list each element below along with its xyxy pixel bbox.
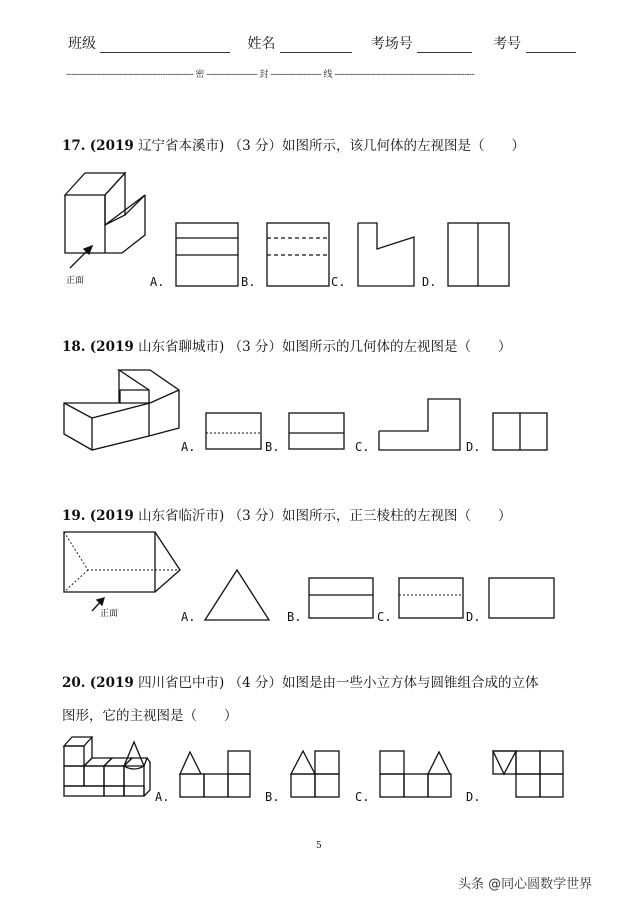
question-source: 山东省临沂市) xyxy=(138,508,225,524)
option-b-figure[interactable] xyxy=(308,577,376,622)
number-label: 考号 xyxy=(493,36,522,52)
name-label: 姓名 xyxy=(247,36,276,52)
question-number: 20. xyxy=(62,675,86,691)
option-b-figure[interactable] xyxy=(288,412,346,452)
option-a-figure[interactable] xyxy=(178,750,253,800)
question-number: 18. xyxy=(62,339,86,355)
front-arrow-icon xyxy=(68,240,98,270)
q19-prism-figure xyxy=(60,530,185,605)
watermark: 头条 @同心圆数学世界 xyxy=(458,877,593,892)
front-label: 正面 xyxy=(66,276,85,286)
option-c[interactable]: C. xyxy=(331,275,346,289)
question-19 xyxy=(62,504,512,524)
question-year: (2019 xyxy=(89,675,134,691)
question-text: 如图所示的几何体的左视图是（ ） xyxy=(282,339,512,355)
option-a-figure[interactable] xyxy=(203,568,273,623)
option-d[interactable]: D. xyxy=(466,610,481,624)
question-source: 山东省聊城市) xyxy=(138,339,225,355)
question-text: 如图所示，该几何体的左视图是（ ） xyxy=(282,138,526,154)
question-20 xyxy=(62,671,539,691)
question-source: 四川省巴中市) xyxy=(138,675,225,691)
option-c[interactable]: C. xyxy=(355,440,370,454)
option-a[interactable]: A. xyxy=(181,610,196,624)
question-score: （3 分） xyxy=(228,508,283,524)
exam-header xyxy=(68,33,576,53)
question-score: （3 分） xyxy=(228,138,283,154)
option-c[interactable]: C. xyxy=(355,790,370,804)
option-b[interactable]: B. xyxy=(265,790,280,804)
question-year: (2019 xyxy=(89,339,134,355)
question-20-line-2: 图形，它的主视图是（ ） xyxy=(62,708,238,724)
question-year: (2019 xyxy=(89,138,134,154)
option-d-figure[interactable] xyxy=(492,750,567,800)
option-d[interactable]: D. xyxy=(466,790,481,804)
option-c[interactable]: C. xyxy=(377,610,392,624)
option-a[interactable]: A. xyxy=(150,275,165,289)
option-b[interactable]: B. xyxy=(287,610,302,624)
question-score: （4 分） xyxy=(228,675,283,691)
option-d-figure[interactable] xyxy=(447,222,512,287)
question-number: 17. xyxy=(62,138,86,154)
question-score: （3 分） xyxy=(228,339,283,355)
room-blank[interactable] xyxy=(417,38,472,53)
option-a[interactable]: A. xyxy=(181,440,196,454)
class-label: 班级 xyxy=(68,36,96,52)
question-17 xyxy=(62,134,525,154)
option-d-figure[interactable] xyxy=(492,412,550,452)
option-c-figure[interactable] xyxy=(378,398,463,453)
question-number: 19. xyxy=(62,508,86,524)
name-blank[interactable] xyxy=(280,38,352,53)
room-label: 考场号 xyxy=(370,36,413,52)
question-text: 如图是由一些小立方体与圆锥组合成的立体 xyxy=(282,675,539,691)
question-text: 如图所示，正三棱柱的左视图（ ） xyxy=(282,508,512,524)
option-c-figure[interactable] xyxy=(379,750,454,800)
option-c-figure[interactable] xyxy=(357,222,417,287)
option-d[interactable]: D. xyxy=(422,275,437,289)
option-b-figure[interactable] xyxy=(266,222,331,287)
number-blank[interactable] xyxy=(526,38,576,53)
option-a[interactable]: A. xyxy=(155,790,170,804)
option-a-figure[interactable] xyxy=(175,222,240,287)
question-year: (2019 xyxy=(89,508,134,524)
question-18 xyxy=(62,335,512,355)
front-label: 正面 xyxy=(100,609,119,619)
seal-line: -------------------------------------------------- 密 -------------------- 封 -------------------- 线 ------------------------------------------------------- xyxy=(66,70,475,80)
page-number: 5 xyxy=(316,841,322,851)
option-a-figure[interactable] xyxy=(205,412,263,452)
option-b[interactable]: B. xyxy=(241,275,256,289)
q20-solid-figure xyxy=(62,734,157,804)
question-source: 辽宁省本溪市) xyxy=(138,138,225,154)
option-d-figure[interactable] xyxy=(488,577,556,622)
class-blank[interactable] xyxy=(100,38,230,53)
option-b[interactable]: B. xyxy=(265,440,280,454)
option-b-figure[interactable] xyxy=(290,750,345,800)
option-d[interactable]: D. xyxy=(466,440,481,454)
q18-solid-figure xyxy=(62,368,182,453)
option-c-figure[interactable] xyxy=(398,577,466,622)
